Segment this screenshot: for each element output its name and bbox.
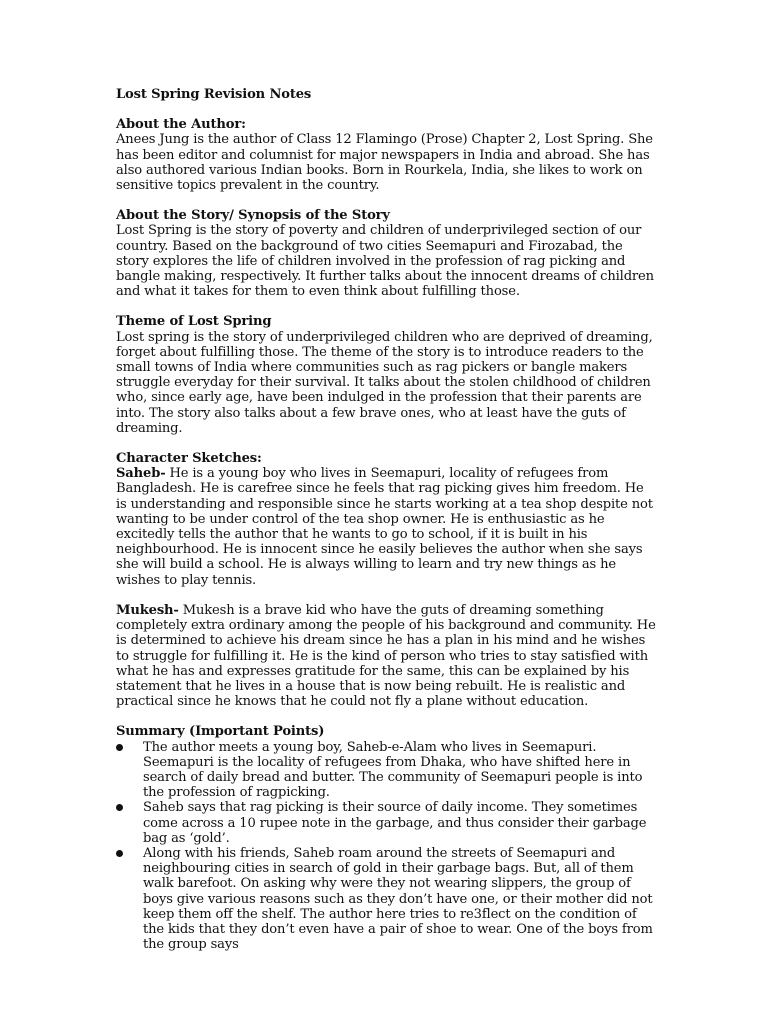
bullet-icon (116, 744, 123, 751)
saheb-sketch (116, 466, 658, 588)
theme-text: Lost spring is the story of underprivileged children who are deprived of dreaming, forget about fulfilling those. The theme of the story is to introduce readers to the small towns of India where communities such as rag pickers or bangle makers struggle everyday for their survival. It talks about the stolen childhood of children who, since early age, have been indulged in the profession that their parents are into. The story also talks about a few brave ones, who at least have the guts of dreaming. (116, 329, 653, 436)
theme-heading: Theme of Lost Spring (116, 314, 272, 330)
summary-point-text: Saheb says that rag picking is their source of daily income. They sometimes come across a 10 rupee note in the garbage, and thus consider their garbage bag as ‘gold’. (143, 800, 647, 846)
about-author-heading: About the Author: (116, 117, 246, 133)
theme-section (116, 314, 658, 436)
mukesh-sketch (116, 603, 658, 709)
mukesh-name: Mukesh- (116, 602, 179, 618)
character-sketches-heading: Character Sketches: (116, 451, 262, 467)
about-story-text: Lost Spring is the story of poverty and children of underprivileged section of our country. Based on the background of two cities Seemapuri and Firozabad, the story explores the life of children involved in the profession of rag picking and bangle making, respectively. It further talks about the innocent dreams of children and what it takes for them to even think about fulfilling those. (116, 223, 654, 300)
list-item (116, 740, 658, 801)
summary-heading: Summary (Important Points) (116, 724, 325, 740)
character-sketches-section (116, 451, 658, 709)
bullet-icon (116, 804, 123, 811)
document-title: Lost Spring Revision Notes (116, 87, 312, 102)
summary-list (116, 740, 658, 953)
saheb-name: Saheb- (116, 466, 166, 482)
summary-section (116, 724, 658, 952)
about-author-text: Anees Jung is the author of Class 12 Flamingo (Prose) Chapter 2, Lost Spring. She has been editor and columnist for major newspapers in India and abroad. She has also authored various Indian books. Born in Rourkela, India, she likes to work on sensitive topics prevalent in the country. (116, 132, 653, 194)
summary-point-text: The author meets a young boy, Saheb-e-Alam who lives in Seemapuri. Seemapuri is the locality of refugees from Dhaka, who have shifted here in search of daily bread and butter. The community of Seemapuri people is into the profession of ragpicking. (143, 739, 643, 801)
saheb-text: He is a young boy who lives in Seemapuri, locality of refugees from Bangladesh. He is carefree since he feels that rag picking gives him freedom. He is understanding and responsible since he starts working at a tea shop despite not wanting to be under control of the tea shop owner. He is enthusiastic as he excitedly tells the author that he wants to go to school, if it is built in his neighbourhood. He is innocent since he easily believes the author when she says she will build a school. He is always willing to learn and try new things as he wishes to play tennis. (116, 466, 653, 588)
about-story-heading: About the Story/ Synopsis of the Story (116, 208, 390, 224)
summary-point-text: Along with his friends, Saheb roam around the streets of Seemapuri and neighbouring cities in search of gold in their garbage bags. But, all of them walk barefoot. On asking why were they not wearing slippers, the group of boys give various reasons such as they don’t have one, or their mother did not keep them off the shelf. The author here tries to re3flect on the condition of the kids that they don’t even have a pair of shoe to wear. One of the boys from the group says (143, 845, 653, 953)
list-item (116, 846, 658, 952)
about-story-section (116, 208, 658, 299)
bullet-icon (116, 850, 123, 857)
about-author-section (116, 117, 658, 193)
mukesh-text: Mukesh is a brave kid who have the guts of dreaming something completely extra ordinary among the people of his background and community. He is determined to achieve his dream since he has a plan in his mind and he wishes to struggle for fulfilling it. He is the kind of person who tries to stay satisfied with what he has and expresses gratitude for the same, this can be explained by his statement that he lives in a house that is now being rebuilt. He is realistic and practical since he knows that he could not fly a plane without education. (116, 602, 656, 710)
list-item (116, 800, 658, 846)
